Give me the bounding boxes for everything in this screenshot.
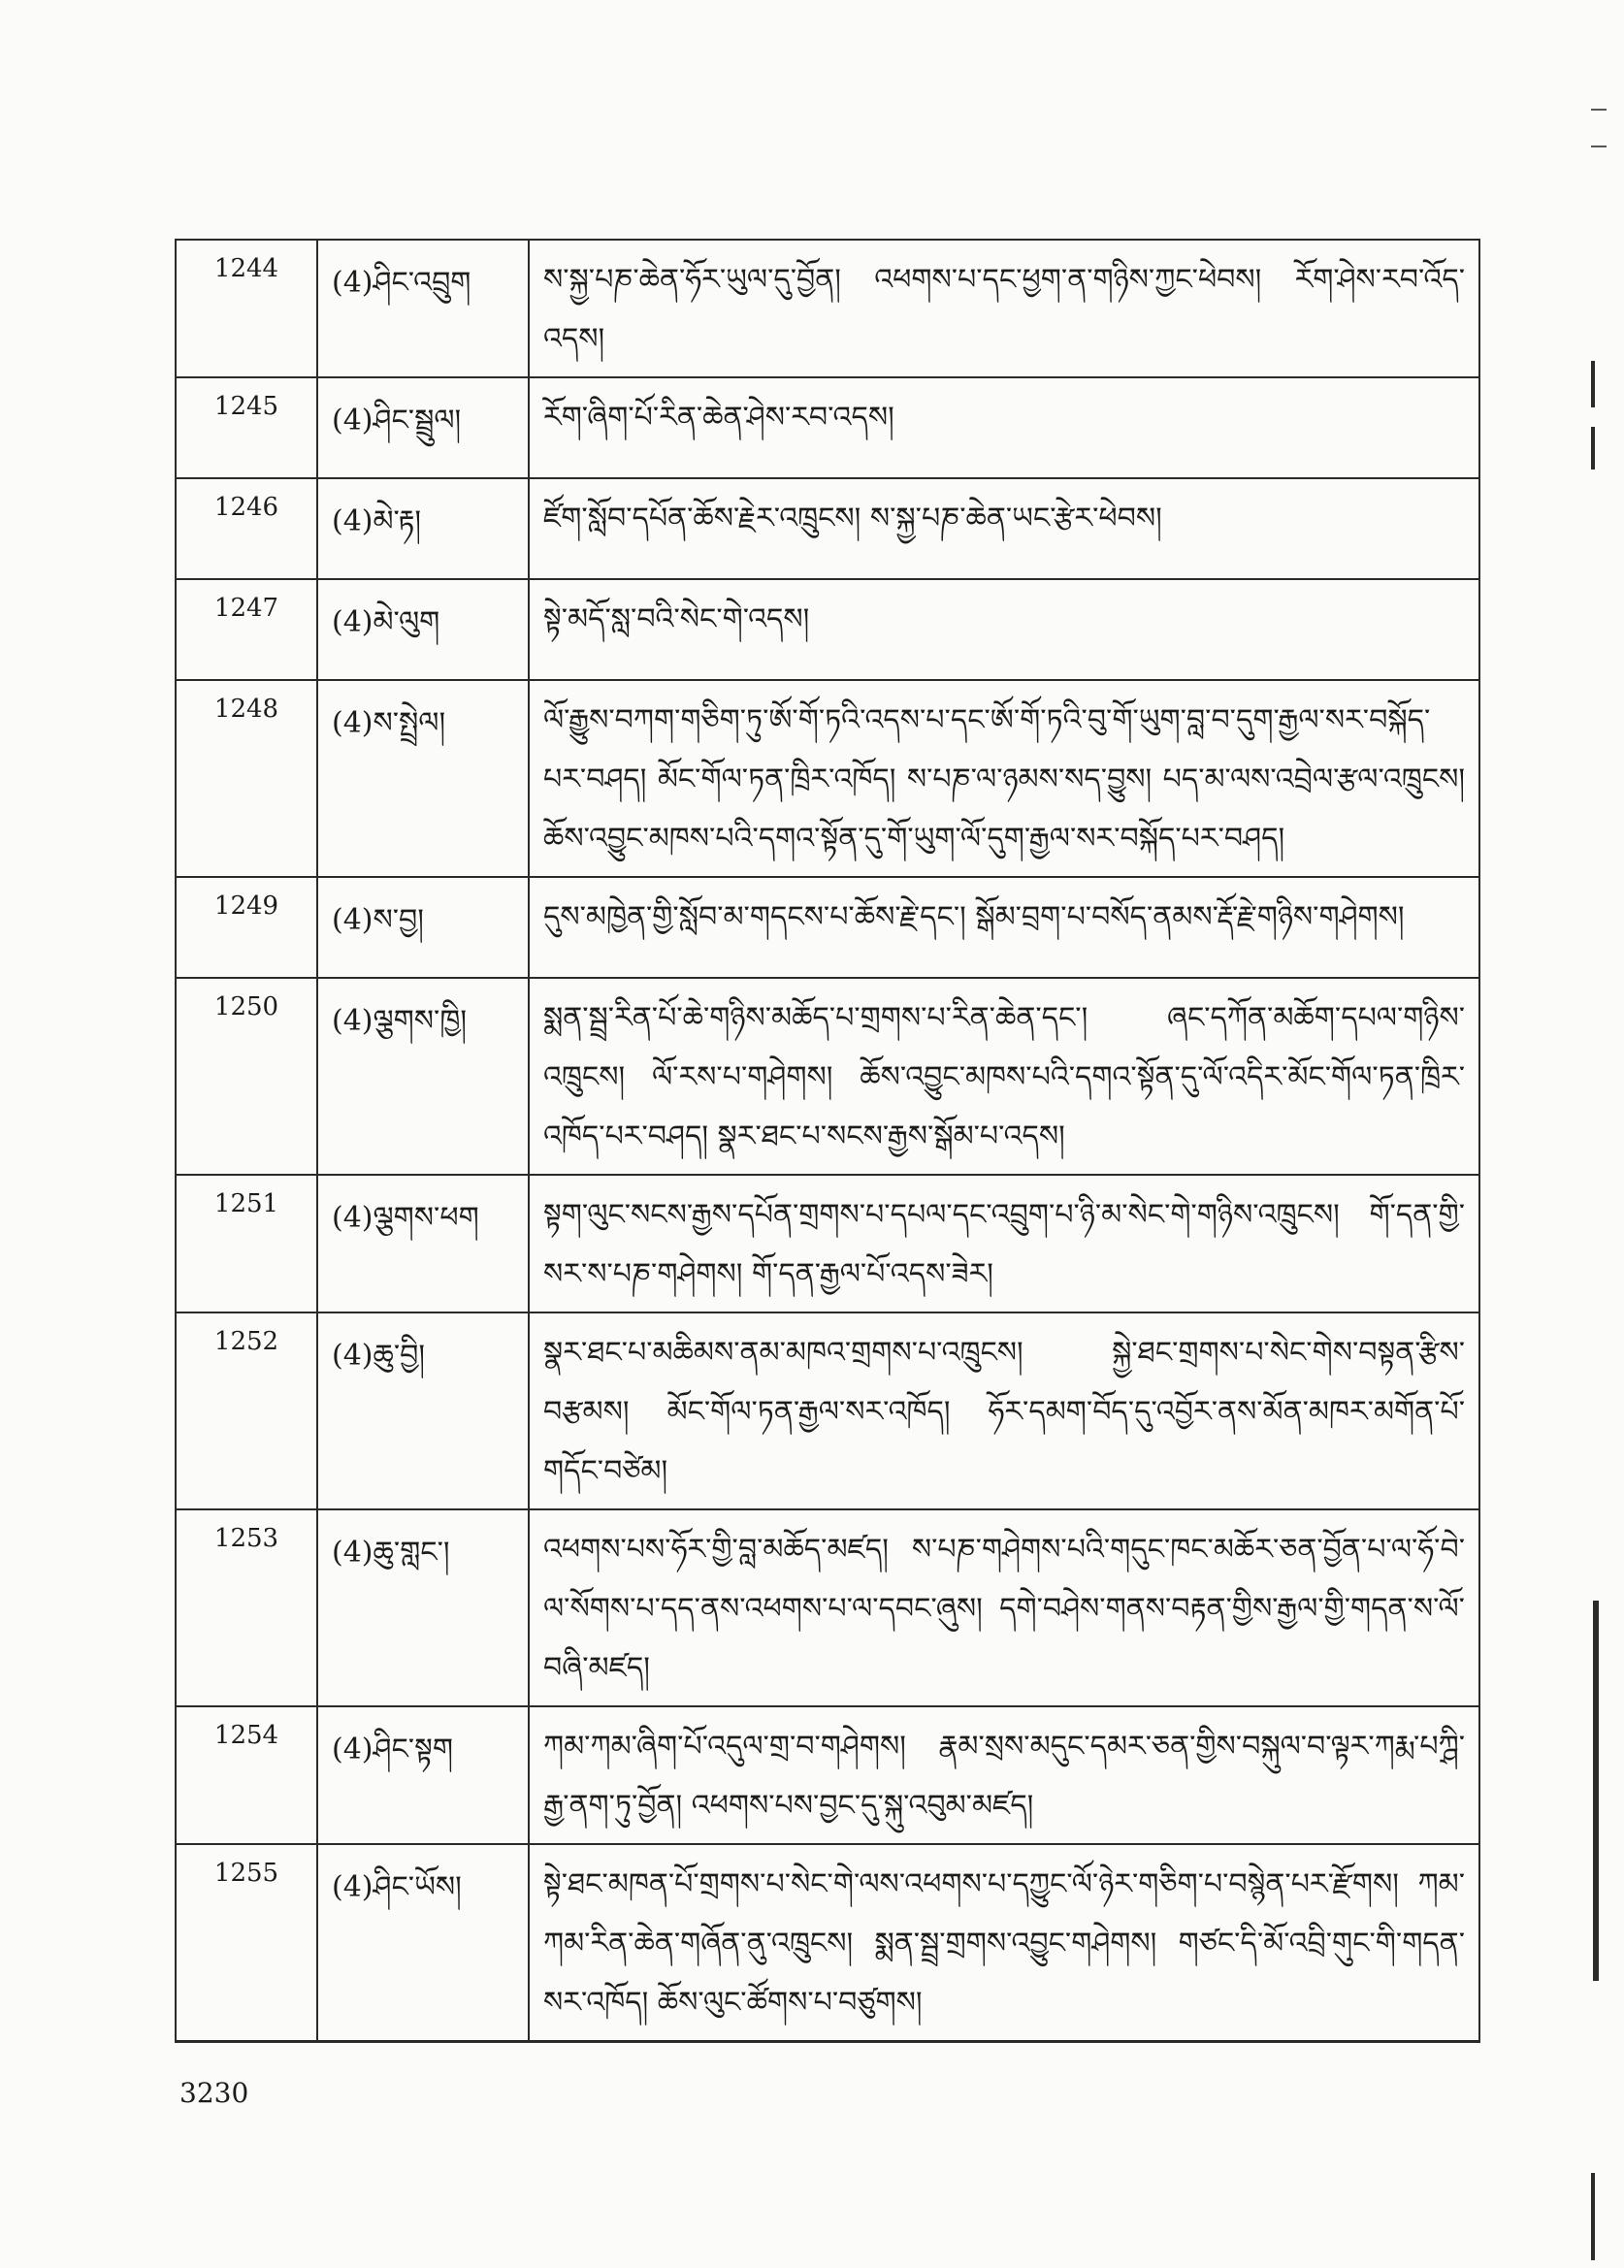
margin-mark [1591, 427, 1595, 470]
entry-year-name: (4)ཤིང་སྦྲུལ། [317, 377, 529, 478]
entry-year-name: (4)ཆུ་གླང་། [317, 1509, 529, 1706]
table-row [176, 1312, 1479, 1509]
entry-year-name: (4)ལྕགས་ཁྱི། [317, 978, 529, 1175]
table-row [176, 680, 1479, 877]
entry-year-name: (4)ཤིང་ཡོས། [317, 1844, 529, 2042]
table-row [176, 377, 1479, 478]
entry-year-name: (4)ཤིང་སྟག [317, 1706, 529, 1844]
entry-number: 1250 [176, 978, 317, 1175]
entry-year-name: (4)ཆུ་བྱི། [317, 1312, 529, 1509]
entry-description: སྟེ་ཐང་མཁན་པོ་གྲགས་པ་སེང་གེ་ལས་འཕགས་པ་དཀྱུང་ལོ་ཉེར་གཅིག་པ་བསྙེན་པར་རྫོགས། ཀམ་ཀམ་རིན་ཆེན་གཞོན་ནུ་འཁྲུངས། སྨན་སྦྲ་གྲགས་འབྱུང་གཤེགས། གཙང་དི་མོ་འབྲི་གུང་གི་གདན་སར་འཁོད། ཆོས་ལུང་ཚོགས་པ་བཙུགས། [529, 1844, 1479, 2042]
table-row [176, 579, 1479, 680]
entry-description: འཕགས་པས་ཧོར་གྱི་བླ་མཆོད་མཛད། ས་པཎ་གཤེགས་པའི་གདུང་ཁང་མཆོར་ཅན་བྱོན་པ་ལ་ཧོ་བེ་ལ་སོགས་པ་དད་ནས་འཕགས་པ་ལ་དབང་ཞུས། དགེ་བཤེས་གནས་བརྟན་གྱིས་རྒྱལ་གྱི་གདན་ས་ལོ་བཞི་མཛད། [529, 1509, 1479, 1706]
table-row [176, 1706, 1479, 1844]
entry-number: 1246 [176, 478, 317, 579]
table-row [176, 1175, 1479, 1312]
entry-number: 1254 [176, 1706, 317, 1844]
entry-description: ཀམ་ཀམ་ཞིག་པོ་འདུལ་གྲ་བ་གཤེགས། རྣམ་སྲས་མདུང་དམར་ཅན་གྱིས་བསྐུལ་བ་ལྟར་ཀརྨ་པཀྴི་རྒྱ་ནག་ཏུ་བྱོན། འཕགས་པས་བྱང་དུ་སྐུ་འབུམ་མཛད། [529, 1706, 1479, 1844]
entry-year-name: (4)ས་སྤྲེལ། [317, 680, 529, 877]
margin-dash [1591, 146, 1607, 147]
margin-mark [1593, 1601, 1599, 1981]
table-row [176, 1509, 1479, 1706]
entry-description: ལོ་རྒྱུས་བཀག་གཅིག་ཏུ་ཨོ་གོ་ཏའི་འདས་པ་དང་ཨོ་གོ་ཏའི་བུ་གོ་ཡུག་བླ་བ་དུག་རྒྱལ་སར་བསྐོད་པར་བཤད། མོང་གོལ་ཏན་ཁྲིར་འཁོད། ས་པཎ་ལ་ཉམས་སད་བྱུས། པད་མ་ལས་འབྲེལ་རྩལ་འཁྲུངས། ཆོས་འབྱུང་མཁས་པའི་དགའ་སྟོན་དུ་གོ་ཡུག་ལོ་དུག་རྒྱལ་སར་བསྐོད་པར་བཤད། [529, 680, 1479, 877]
entry-description: སྣར་ཐང་པ་མཆིམས་ནམ་མཁའ་གྲགས་པ་འཁྲུངས། སྐྱེ་ཐང་གྲགས་པ་སེང་གེས་བསྟན་རྩིས་བརྩམས། མོང་གོལ་ཏན་རྒྱལ་སར་འཁོད། ཧོར་དམག་བོད་དུ་འབྱོར་ནས་མོན་མཁར་མགོན་པོ་གདོང་བཙེམ། [529, 1312, 1479, 1509]
table-row [176, 478, 1479, 579]
entry-year-name: (4)མེ་རྟ། [317, 478, 529, 579]
table-row [176, 877, 1479, 978]
table-row [176, 240, 1479, 377]
entry-year-name: (4)ཤིང་འབྲུག [317, 240, 529, 377]
margin-mark [1591, 2173, 1595, 2260]
entry-description: དུས་མཁྱེན་གྱི་སློབ་མ་གདངས་པ་ཆོས་རྗེ་དང་། སྒོམ་བྲག་པ་བསོད་ནམས་རྡོ་རྗེ་གཉིས་གཤེགས། [529, 877, 1479, 978]
entry-number: 1255 [176, 1844, 317, 2042]
entry-description: རོག་ཞིག་པོ་རིན་ཆེན་ཤེས་རབ་འདས། [529, 377, 1479, 478]
entry-year-name: (4)ལྕགས་ཕག [317, 1175, 529, 1312]
entry-description: སྨན་སྦྲ་རིན་པོ་ཆེ་གཉིས་མཆོད་པ་གྲགས་པ་རིན་ཆེན་དང་། ཞང་དཀོན་མཆོག་དཔལ་གཉིས་འཁྲུངས། ལོ་རས་པ་གཤེགས། ཆོས་འབྱུང་མཁས་པའི་དགའ་སྟོན་དུ་ལོ་འདིར་མོང་གོལ་ཏན་ཁྲིར་འཁོད་པར་བཤད། སྣར་ཐང་པ་སངས་རྒྱས་སྒོམ་པ་འདས། [529, 978, 1479, 1175]
table-body [176, 240, 1479, 2042]
entry-number: 1251 [176, 1175, 317, 1312]
entry-description: ས་སྐྱ་པཎ་ཆེན་ཧོར་ཡུལ་དུ་བྱོན། འཕགས་པ་དང་ཕྱག་ན་གཉིས་ཀྱང་ཕེབས། རོག་ཤེས་རབ་འོད་འདས། [529, 240, 1479, 377]
entry-number: 1249 [176, 877, 317, 978]
margin-mark [1591, 361, 1595, 407]
entry-number: 1245 [176, 377, 317, 478]
page-number: 3230 [179, 2077, 249, 2109]
entry-year-name: (4)མེ་ལུག [317, 579, 529, 680]
entry-number: 1247 [176, 579, 317, 680]
entry-number: 1252 [176, 1312, 317, 1509]
table-row [176, 978, 1479, 1175]
entry-year-name: (4)ས་བྱ། [317, 877, 529, 978]
chronology-table [175, 239, 1480, 2043]
entry-description: སྟག་ལུང་སངས་རྒྱས་དཔོན་གྲགས་པ་དཔལ་དང་འབྲུག་པ་ཉི་མ་སེང་གེ་གཉིས་འཁྲུངས། གོ་དན་གྱི་སར་ས་པཎ་གཤེགས། གོ་དན་རྒྱལ་པོ་འདས་ཟེར། [529, 1175, 1479, 1312]
entry-number: 1253 [176, 1509, 317, 1706]
margin-dash [1591, 109, 1607, 111]
entry-number: 1244 [176, 240, 317, 377]
table-row [176, 1844, 1479, 2042]
entry-description: ཛོག་སློབ་དཔོན་ཆོས་རྗེར་འཁྲུངས། ས་སྐྱ་པཎ་ཆེན་ཡང་རྩེར་ཕེབས། [529, 478, 1479, 579]
entry-number: 1248 [176, 680, 317, 877]
entry-description: སྟེ་མདོ་སླ་བའི་སེང་གེ་འདས། [529, 579, 1479, 680]
